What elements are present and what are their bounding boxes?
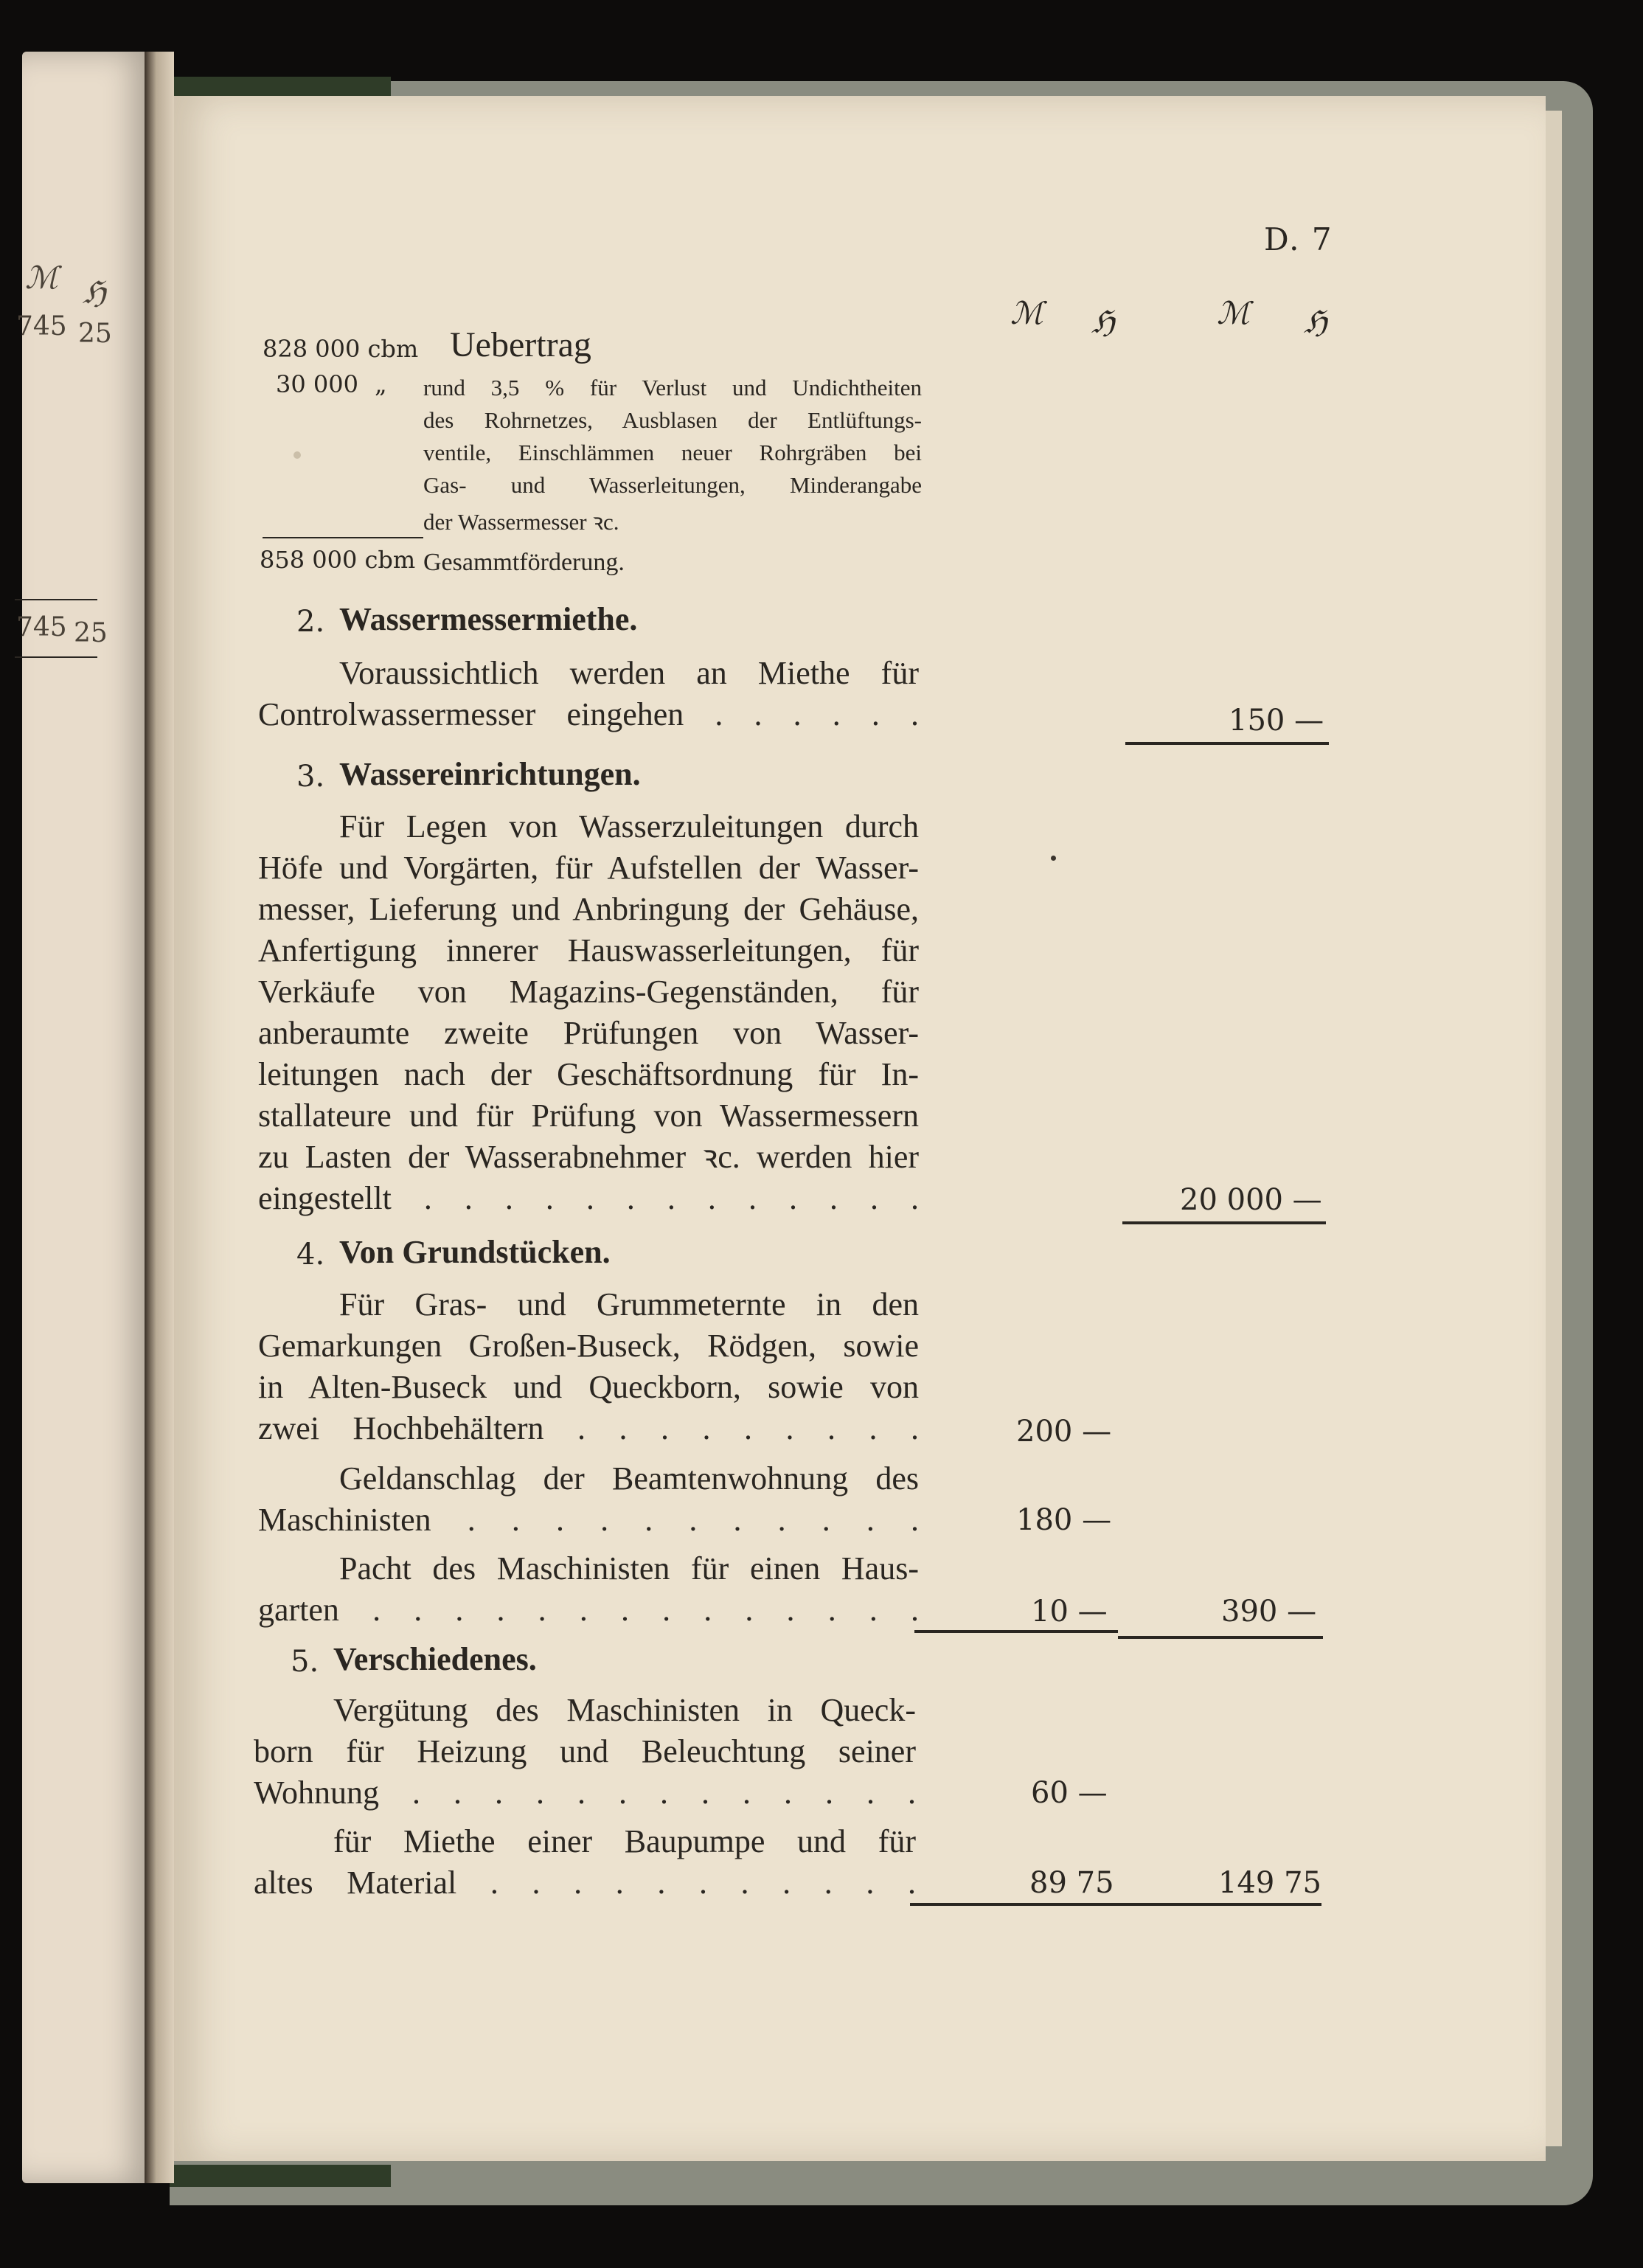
total-quantity-label: Gesammtförderung. [423, 549, 625, 576]
section-3-line-9: zu Lasten der Wasserabnehmer ꝛc. werden hier [258, 1139, 919, 1175]
transfer-quantity: 828 000 cbm [263, 335, 419, 363]
section-5-item-2-line-1: für Miethe einer Baupumpe und für [333, 1823, 916, 1859]
section-4-item-2-line-1: Geldanschlag der Beamtenwohnung des [339, 1460, 919, 1497]
section-5-item-2-amount: 89 75 [1029, 1866, 1114, 1900]
loss-line-5: der Wassermesser ꝛc. [423, 509, 619, 535]
section-3-line-5: Verkäufe von Magazins-Gegenständen, für [258, 974, 919, 1010]
section-4-title: Von Grundstücken. [339, 1234, 611, 1270]
page-edge [1546, 111, 1562, 2146]
section-4-item-1-line-3: in Alten-Buseck und Queckborn, sowie von [258, 1369, 919, 1405]
loss-line-4: Gas- und Wasserleitungen, Minderangabe [423, 472, 922, 498]
currency-header-mark-1: ℳ [1010, 295, 1043, 331]
cover-cloth-bottom [170, 2165, 391, 2187]
left-currency-mark: ℳ [25, 260, 58, 296]
currency-header-pf-1: ℌ [1091, 304, 1115, 340]
section-2-line-2: Controlwassermesser eingehen . . . . . . [258, 696, 919, 732]
section-4-item-1-line-2: Gemarkungen Großen-Buseck, Rödgen, sowie [258, 1328, 919, 1364]
transfer-label: Uebertrag [450, 325, 591, 364]
book-gutter [145, 52, 174, 2183]
section-4-item-1-line-1: Für Gras- und Grummeternte in den [339, 1286, 919, 1322]
section-3-title: Wassereinrichtungen. [339, 756, 641, 792]
section-2-line-1: Voraussichtlich werden an Miethe für [339, 655, 919, 691]
section-3-line-7: leitungen nach der Geschäftsordnung für In- [258, 1056, 919, 1092]
section-3-line-10: eingestellt . . . . . . . . . . . . . [258, 1180, 919, 1216]
section-3-line-3: messer, Lieferung und Anbringung der Gehäuse, [258, 891, 919, 927]
section-3-line-4: Anfertigung innerer Hauswasserleitungen, für [258, 932, 919, 968]
loss-line-3: ventile, Einschlämmen neuer Rohrgräben bei [423, 440, 922, 465]
section-4-number: 4. [296, 1238, 325, 1272]
total-quantity: 858 000 cbm [260, 546, 416, 574]
section-3-line-6: anberaumte zweite Prüfungen von Wasser- [258, 1015, 919, 1051]
left-rule-2 [15, 656, 97, 658]
section-3-sum-rule [1122, 1221, 1326, 1224]
section-4-item-3-line-1: Pacht des Maschinisten für einen Haus- [339, 1550, 919, 1586]
section-4-subtotal-rule [914, 1630, 1118, 1633]
currency-header-pf-2: ℌ [1304, 304, 1327, 340]
left-cents-2: 25 [74, 618, 108, 648]
left-page [22, 52, 151, 2183]
section-5-total: 149 75 [1218, 1866, 1321, 1900]
section-3-line-1: Für Legen von Wasserzuleitungen durch [339, 808, 919, 845]
loss-quantity-unit: „ [375, 370, 387, 398]
loss-line-1: rund 3,5 % für Verlust und Undichtheiten [423, 375, 922, 400]
section-5-item-1-line-1: Vergütung des Maschinisten in Queck- [333, 1692, 916, 1728]
currency-header-mark-2: ℳ [1217, 295, 1250, 331]
left-currency-pf: ℌ [83, 274, 106, 311]
section-5-item-1-line-3: Wohnung . . . . . . . . . . . . . [254, 1775, 916, 1811]
loss-quantity: 30 000 [276, 370, 358, 398]
section-5-item-1-line-2: born für Heizung und Beleuchtung seiner [254, 1733, 916, 1769]
left-amount-1: 745 [16, 311, 67, 341]
section-5-subtotal-rule [910, 1903, 1116, 1906]
section-5-item-2-line-2: altes Material . . . . . . . . . . . [254, 1865, 916, 1901]
section-2-sum-rule [1125, 742, 1329, 745]
section-4-item-1-line-4: zwei Hochbehältern . . . . . . . . . [258, 1410, 919, 1446]
section-2-number: 2. [296, 605, 325, 639]
section-4-total: 390 — [1221, 1595, 1317, 1629]
section-2-amount: 150 — [1229, 704, 1324, 738]
section-4-item-3-amount: 10 — [1031, 1595, 1108, 1629]
section-2-title: Wassermessermiethe. [339, 601, 638, 637]
print-speck [1051, 856, 1056, 861]
section-3-amount: 20 000 — [1180, 1183, 1322, 1217]
section-3-number: 3. [296, 760, 325, 794]
section-5-total-rule [1116, 1903, 1321, 1906]
section-4-total-rule [1118, 1636, 1323, 1639]
section-3-line-8: stallateure und für Prüfung von Wassermessern [258, 1097, 919, 1134]
left-amount-2: 745 [16, 612, 67, 642]
page-number: D. 7 [1264, 221, 1333, 257]
section-4-item-2-line-2: Maschinisten . . . . . . . . . . . [258, 1502, 919, 1538]
section-4-item-1-amount: 200 — [1016, 1415, 1112, 1449]
loss-line-2: des Rohrnetzes, Ausblasen der Entlüftungs- [423, 407, 922, 433]
section-4-item-3-line-2: garten . . . . . . . . . . . . . . [258, 1592, 919, 1628]
quantity-sum-rule [263, 537, 423, 538]
section-3-line-2: Höfe und Vorgärten, für Aufstellen der Wasser- [258, 850, 919, 886]
section-5-number: 5. [291, 1645, 319, 1679]
section-5-item-1-amount: 60 — [1031, 1776, 1108, 1810]
left-rule-1 [15, 599, 97, 600]
left-cents-1: 25 [78, 319, 112, 349]
section-4-item-2-amount: 180 — [1016, 1503, 1112, 1537]
section-5-title: Verschiedenes. [333, 1641, 537, 1677]
paper-spot [293, 451, 301, 459]
